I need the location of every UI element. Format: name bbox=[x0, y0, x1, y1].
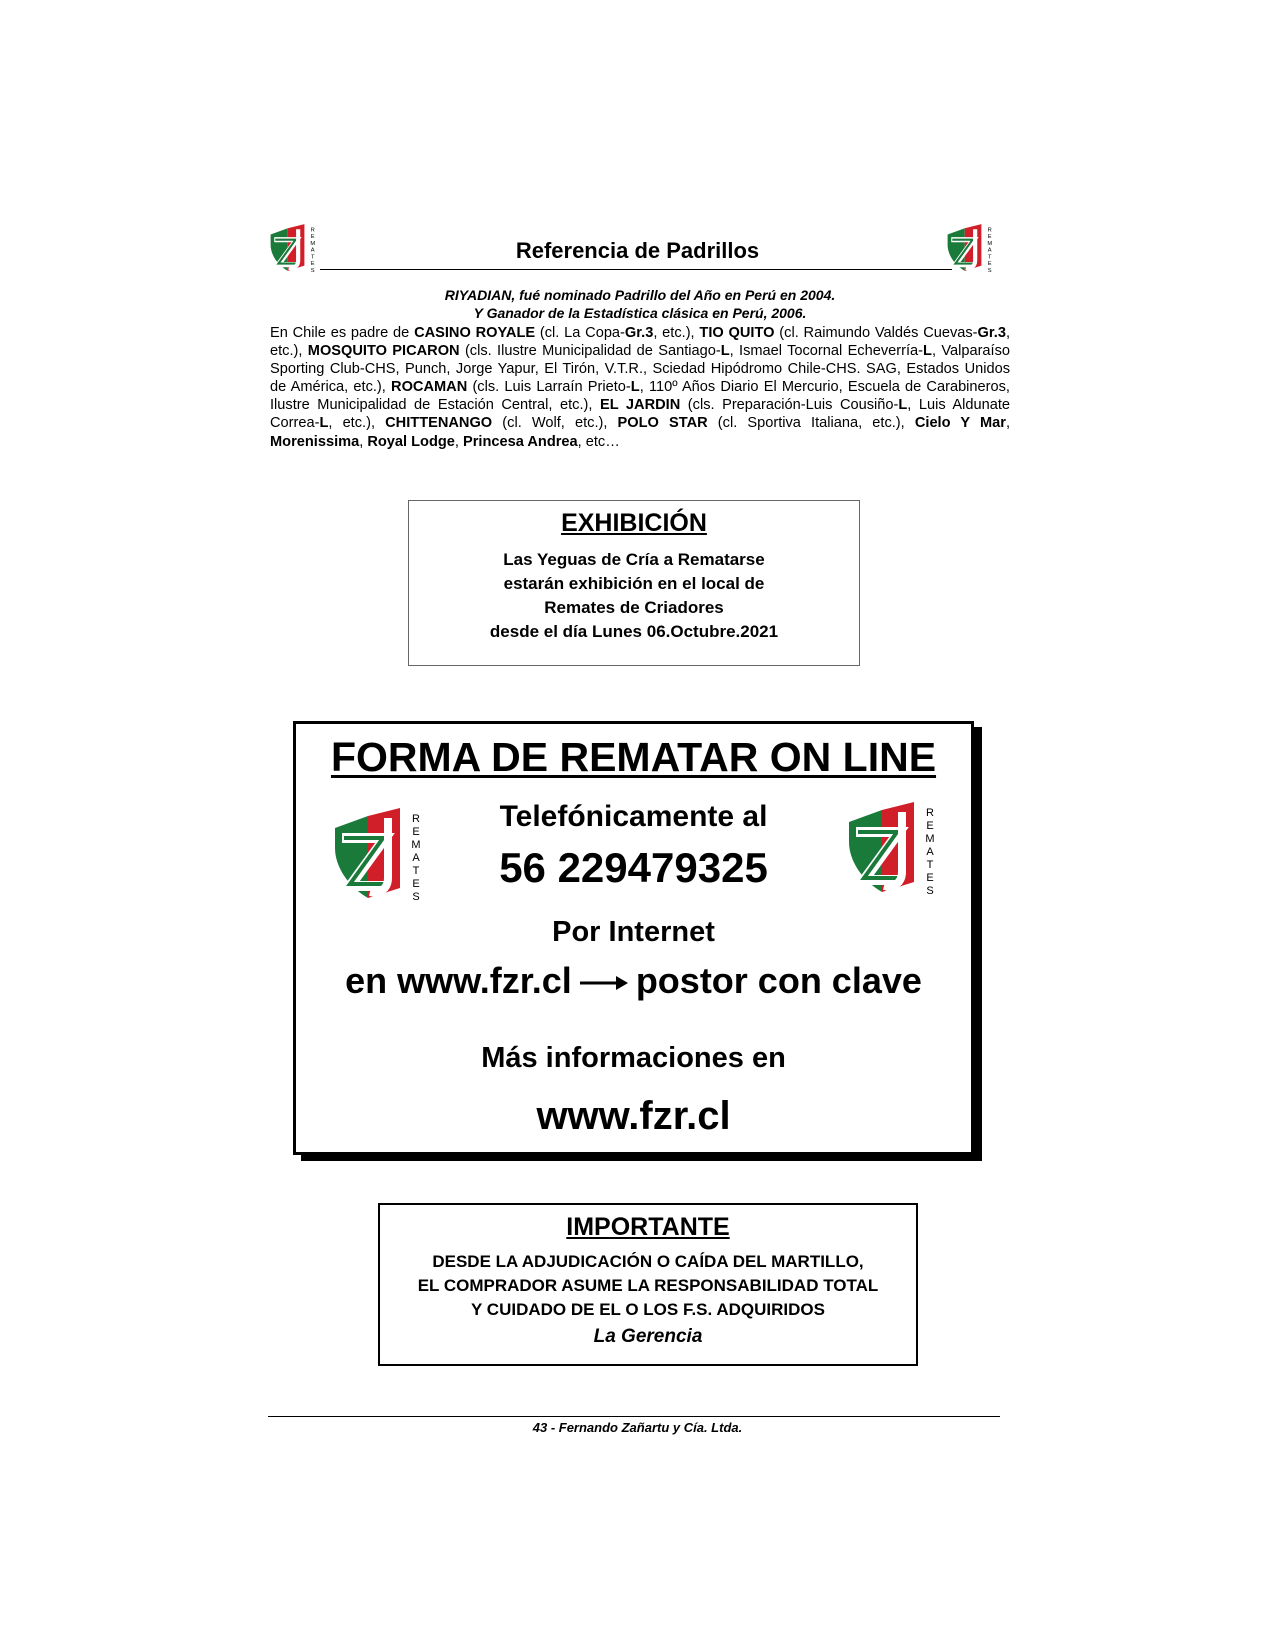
body-text-segment: , Valparaíso Sporting Club-CHS, Punch, Jorge Yapur, El Tirón, V.T.R., Sciedad Hipódromo Chile-CHS. SAG, Estados Unidos de América, etc.), bbox=[270, 343, 1011, 396]
body-text-bold: L bbox=[923, 343, 932, 360]
body-text-segment: , etc… bbox=[577, 433, 620, 450]
important-heading: IMPORTANTE bbox=[566, 1213, 730, 1241]
svg-text:S: S bbox=[412, 891, 420, 900]
body-text-segment: (cls. Preparación-Luis Cousiño- bbox=[680, 397, 899, 414]
body-text-segment: , etc.), bbox=[270, 325, 1011, 360]
header-divider bbox=[320, 269, 952, 270]
svg-text:R: R bbox=[926, 807, 934, 819]
body-text-bold: Princesa Andrea bbox=[463, 433, 578, 450]
body-text-segment: , Ismael Tocornal Echeverría- bbox=[729, 343, 924, 360]
svg-text:M: M bbox=[310, 240, 316, 247]
exhibition-line: Las Yeguas de Cría a Rematarse bbox=[503, 550, 765, 569]
important-line: EL COMPRADOR ASUME LA RESPONSABILIDAD TOTAL bbox=[417, 1276, 879, 1295]
body-text-segment: (cl. La Copa- bbox=[535, 325, 625, 341]
svg-text:T: T bbox=[310, 254, 315, 261]
body-text-bold: Gr.3 bbox=[624, 325, 654, 341]
body-text-bold: L bbox=[720, 343, 730, 360]
svg-text:A: A bbox=[987, 247, 992, 254]
phone-number[interactable]: 56 229479325 bbox=[499, 844, 768, 891]
svg-text:A: A bbox=[310, 247, 315, 254]
body-text-bold: Gr.3 bbox=[977, 325, 1006, 341]
body-text-bold: L bbox=[898, 397, 908, 414]
body-text-bold: POLO STAR bbox=[617, 415, 708, 432]
svg-text:E: E bbox=[310, 261, 315, 268]
body-text-bold: Morenissima bbox=[270, 433, 360, 450]
intro-line-1: RIYADIAN, fué nominado Padrillo del Año en Perú en 2004. bbox=[444, 287, 836, 303]
body-text-bold: L bbox=[319, 415, 329, 432]
stallion-reference-paragraph bbox=[270, 324, 1010, 451]
body-text-segment: (cl. Sportiva Italiana, etc.), bbox=[707, 415, 915, 432]
body-text-segment: (cls. Luis Larraín Prieto- bbox=[467, 379, 631, 396]
exhibition-line: estarán exhibición en el local de bbox=[503, 574, 765, 593]
signature: La Gerencia bbox=[593, 1326, 703, 1347]
more-info-label: Más informaciones en bbox=[481, 1042, 786, 1074]
internet-site-link[interactable]: en www.fzr.cl bbox=[345, 960, 572, 1001]
svg-text:R: R bbox=[412, 813, 420, 825]
svg-text:M: M bbox=[925, 833, 935, 845]
svg-text:E: E bbox=[987, 234, 992, 241]
body-text-segment: , bbox=[454, 433, 464, 450]
exhibition-heading: EXHIBICIÓN bbox=[561, 509, 707, 537]
body-text-segment: (cls. Ilustre Municipalidad de Santiago- bbox=[459, 343, 721, 360]
exhibition-notice bbox=[408, 500, 860, 666]
exhibition-line: desde el día Lunes 06.Octubre.2021 bbox=[489, 622, 779, 641]
body-text-segment: En Chile es padre de bbox=[270, 325, 415, 341]
internet-instructions bbox=[296, 960, 971, 1002]
svg-text:E: E bbox=[412, 826, 420, 838]
body-text-segment: , 110º Años Diario El Mercurio, Escuela de Carabineros, Ilustre Municipalidad de Estación Central, etc.), bbox=[270, 379, 1010, 414]
body-text-segment: , bbox=[359, 433, 368, 450]
important-notice bbox=[378, 1203, 918, 1366]
page-footer: 43 - Fernando Zañartu y Cía. Ltda. bbox=[532, 1420, 743, 1435]
internet-label: Por Internet bbox=[552, 916, 715, 948]
arrow-right-icon bbox=[578, 973, 630, 993]
svg-text:R: R bbox=[987, 227, 992, 234]
svg-text:E: E bbox=[926, 872, 934, 884]
svg-text:T: T bbox=[987, 254, 992, 261]
svg-text:E: E bbox=[310, 234, 315, 241]
body-text-segment: (cl. Raimundo Valdés Cuevas- bbox=[774, 325, 978, 341]
footer-divider bbox=[268, 1416, 1000, 1417]
body-text-bold: MOSQUITO PICARON bbox=[307, 343, 460, 360]
svg-text:S: S bbox=[926, 885, 934, 894]
important-line: Y CUIDADO DE EL O LOS F.S. ADQUIRIDOS bbox=[471, 1300, 825, 1319]
svg-text:R: R bbox=[310, 227, 315, 234]
svg-text:E: E bbox=[926, 820, 934, 832]
body-text-segment: , bbox=[1005, 415, 1010, 432]
intro-line-2: Y Ganador de la Estadística clásica en Perú, 2006. bbox=[473, 305, 807, 321]
svg-text:T: T bbox=[412, 865, 420, 877]
svg-text:E: E bbox=[412, 878, 420, 890]
svg-text:M: M bbox=[987, 240, 993, 247]
body-text-bold: Cielo Y Mar bbox=[914, 415, 1006, 432]
body-text-bold: L bbox=[630, 379, 640, 396]
body-text-segment: , etc.), bbox=[328, 415, 386, 432]
phone-label: Telefónicamente al bbox=[499, 800, 768, 833]
important-line: DESDE LA ADJUDICACIÓN O CAÍDA DEL MARTILLO, bbox=[432, 1252, 864, 1271]
internet-action: postor con clave bbox=[635, 960, 922, 1001]
svg-text:M: M bbox=[411, 839, 421, 851]
body-text-bold: Royal Lodge bbox=[367, 433, 455, 450]
site-url-link[interactable]: www.fzr.cl bbox=[536, 1094, 731, 1138]
body-text-bold: CHITTENANGO bbox=[385, 415, 493, 432]
exhibition-line: Remates de Criadores bbox=[544, 598, 724, 617]
body-text-bold: EL JARDIN bbox=[599, 397, 681, 414]
svg-text:T: T bbox=[926, 859, 934, 871]
body-text-segment: , Luis Aldunate Correa- bbox=[270, 397, 1010, 432]
body-text-segment: , etc.), bbox=[653, 325, 700, 341]
svg-text:A: A bbox=[926, 846, 934, 858]
body-text-bold: ROCAMAN bbox=[391, 379, 468, 396]
svg-text:S: S bbox=[987, 267, 992, 272]
body-text-bold: CASINO ROYALE bbox=[414, 325, 536, 341]
online-title: FORMA DE REMATAR ON LINE bbox=[330, 734, 937, 780]
body-text-bold: TIO QUITO bbox=[699, 325, 775, 341]
svg-text:S: S bbox=[310, 267, 315, 272]
svg-text:A: A bbox=[412, 852, 420, 864]
svg-text:E: E bbox=[987, 261, 992, 268]
online-auction-box bbox=[293, 721, 974, 1155]
body-text-segment: (cl. Wolf, etc.), bbox=[492, 415, 618, 432]
page-title: Referencia de Padrillos bbox=[515, 238, 760, 263]
